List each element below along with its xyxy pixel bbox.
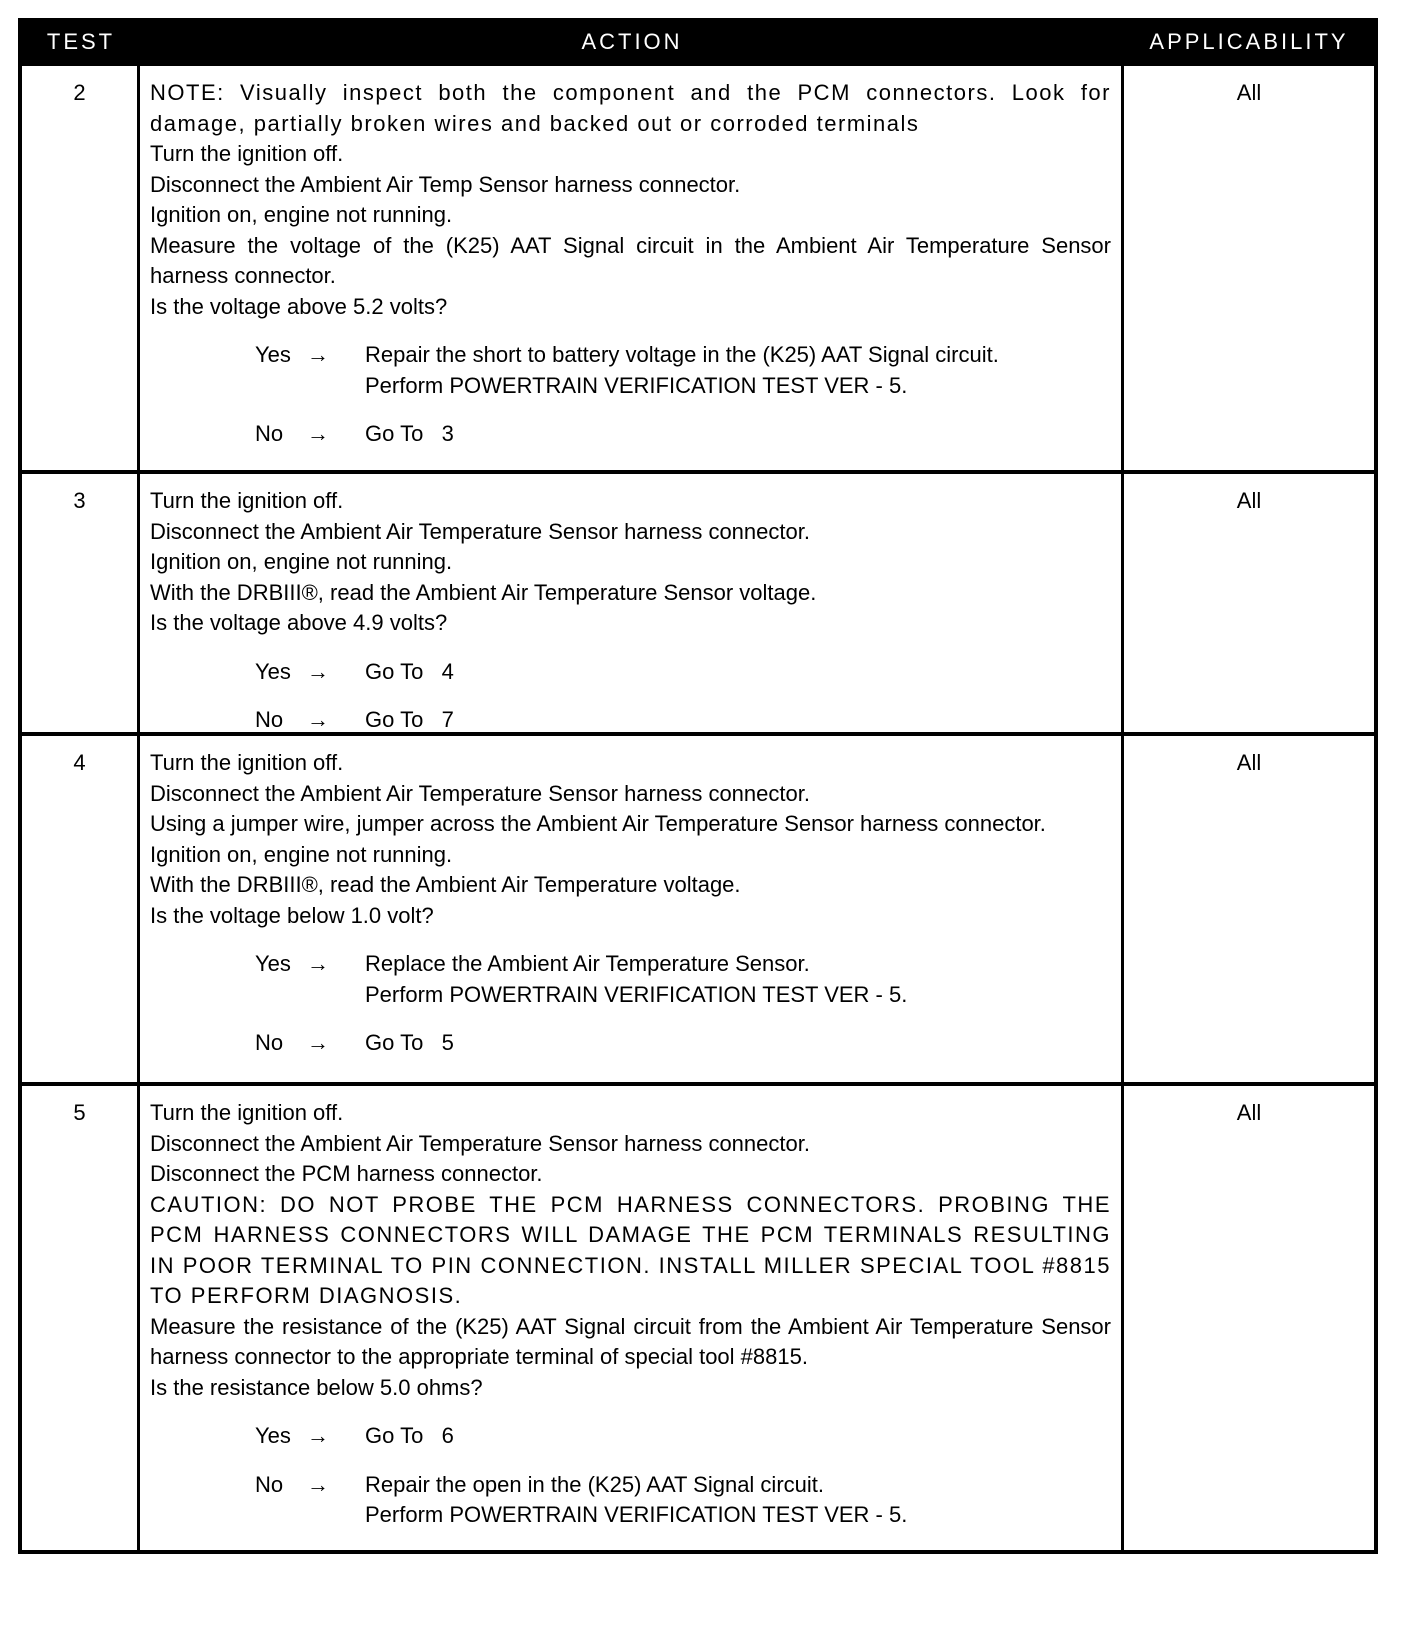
action-step: Ignition on, engine not running. — [150, 549, 453, 574]
action-step: Turn the ignition off. — [150, 141, 344, 166]
header-applicability: APPLICABILITY — [1149, 29, 1349, 54]
yes-response — [150, 340, 1111, 401]
action-step: Ignition on, engine not running. — [150, 841, 453, 867]
action-step: Turn the ignition off. — [150, 488, 344, 513]
header-test: TEST — [46, 29, 116, 54]
arrow-icon: → — [307, 1030, 329, 1055]
action-question: Is the voltage below 1.0 volt? — [150, 902, 434, 928]
yes-result-line: Perform POWERTRAIN VERIFICATION TEST VER - 5. — [365, 981, 908, 1007]
no-response — [150, 1470, 1111, 1531]
action-step: Measure the voltage of the (K25) AAT Signal circuit in the Ambient Air Temperature Sensor harness connector. — [150, 232, 1111, 288]
arrow-icon: → — [307, 1471, 329, 1497]
action-caution: CAUTION: DO NOT PROBE THE PCM HARNESS CONNECTORS. PROBING THE PCM HARNESS CONNECTORS WILL DAMAGE THE PCM TERMINALS RESULTING IN POOR TERMINAL TO PIN CONNECTION. INSTALL MILLER SPECIAL TOOL #8815 TO PERFORM DIAGNOSIS. — [150, 1191, 1111, 1308]
action-step: Disconnect the Ambient Air Temp Sensor harness connector. — [150, 171, 741, 197]
header-action: ACTION — [581, 29, 683, 54]
no-response — [150, 1028, 1111, 1059]
action-step: With the DRBIII®, read the Ambient Air Temperature Sensor voltage. — [150, 579, 817, 605]
test-action — [140, 474, 1124, 732]
action-question: Is the resistance below 5.0 ohms? — [150, 1374, 483, 1400]
arrow-icon: → — [307, 707, 329, 732]
action-step: Disconnect the Ambient Air Temperature Sensor harness connector. — [150, 780, 810, 806]
test-number: 3 — [22, 474, 140, 732]
yes-result: Go To 4 — [365, 658, 454, 684]
action-step: Turn the ignition off. — [150, 750, 344, 775]
test-action — [140, 66, 1124, 470]
no-result: Go To 7 — [365, 707, 454, 732]
test-row-2 — [22, 62, 1374, 470]
no-result-line: Repair the open in the (K25) AAT Signal circuit. — [365, 1471, 824, 1497]
test-applicability: All — [1236, 1100, 1262, 1125]
no-result: Go To 5 — [365, 1030, 454, 1055]
action-step: Using a jumper wire, jumper across the Ambient Air Temperature Sensor harness connector. — [150, 811, 1046, 836]
yes-label: Yes — [255, 951, 291, 976]
test-row-4 — [22, 732, 1374, 1082]
arrow-icon: → — [307, 421, 329, 446]
arrow-icon: → — [307, 951, 329, 976]
yes-label: Yes — [255, 658, 291, 684]
action-question: Is the voltage above 5.2 volts? — [150, 293, 448, 319]
no-result-line: Perform POWERTRAIN VERIFICATION TEST VER - 5. — [365, 1502, 908, 1527]
action-step: Disconnect the Ambient Air Temperature Sensor harness connector. — [150, 1130, 810, 1156]
no-label: No — [255, 707, 284, 732]
yes-response — [150, 657, 1111, 688]
action-step: Disconnect the PCM harness connector. — [150, 1161, 543, 1186]
no-label: No — [255, 1471, 284, 1497]
action-step: With the DRBIII®, read the Ambient Air Temperature voltage. — [150, 872, 741, 897]
test-applicability: All — [1236, 488, 1262, 513]
action-note: NOTE: Visually inspect both the component and the PCM connectors. Look for damage, partially broken wires and backed out or corroded terminals — [150, 80, 1111, 136]
no-response — [150, 705, 1111, 736]
test-row-3 — [22, 470, 1374, 732]
test-number: 2 — [22, 66, 140, 470]
test-row-5 — [22, 1082, 1374, 1550]
no-label: No — [255, 421, 284, 446]
table-header — [22, 22, 1374, 62]
arrow-icon: → — [307, 658, 329, 684]
no-response — [150, 419, 1111, 450]
test-number: 4 — [22, 736, 140, 1082]
yes-result-line: Repair the short to battery voltage in the (K25) AAT Signal circuit. — [365, 342, 999, 367]
yes-result — [365, 340, 1111, 401]
test-applicability: All — [1236, 750, 1262, 775]
action-question: Is the voltage above 4.9 volts? — [150, 610, 448, 635]
test-action — [140, 736, 1124, 1082]
yes-response — [150, 1421, 1111, 1452]
arrow-icon: → — [307, 1423, 329, 1448]
yes-response — [150, 949, 1111, 1010]
action-step: Measure the resistance of the (K25) AAT Signal circuit from the Ambient Air Temperature Sensor harness connector to the appropriate terminal of special tool #8815. — [150, 1313, 1111, 1369]
action-step: Ignition on, engine not running. — [150, 202, 453, 227]
no-result: Go To 3 — [365, 421, 454, 446]
test-number: 5 — [22, 1086, 140, 1550]
yes-label: Yes — [255, 1423, 291, 1448]
no-result — [365, 1470, 1111, 1531]
yes-result-line: Perform POWERTRAIN VERIFICATION TEST VER - 5. — [365, 372, 908, 398]
yes-label: Yes — [255, 342, 291, 367]
yes-result-line: Replace the Ambient Air Temperature Sensor. — [365, 951, 810, 976]
action-step: Disconnect the Ambient Air Temperature Sensor harness connector. — [150, 518, 810, 544]
test-action — [140, 1086, 1124, 1550]
action-step: Turn the ignition off. — [150, 1100, 344, 1125]
test-applicability: All — [1236, 80, 1262, 105]
diagnostic-test-table — [18, 18, 1378, 1554]
yes-result — [365, 949, 1111, 1010]
no-label: No — [255, 1030, 284, 1055]
arrow-icon: → — [307, 342, 329, 367]
yes-result: Go To 6 — [365, 1423, 454, 1448]
